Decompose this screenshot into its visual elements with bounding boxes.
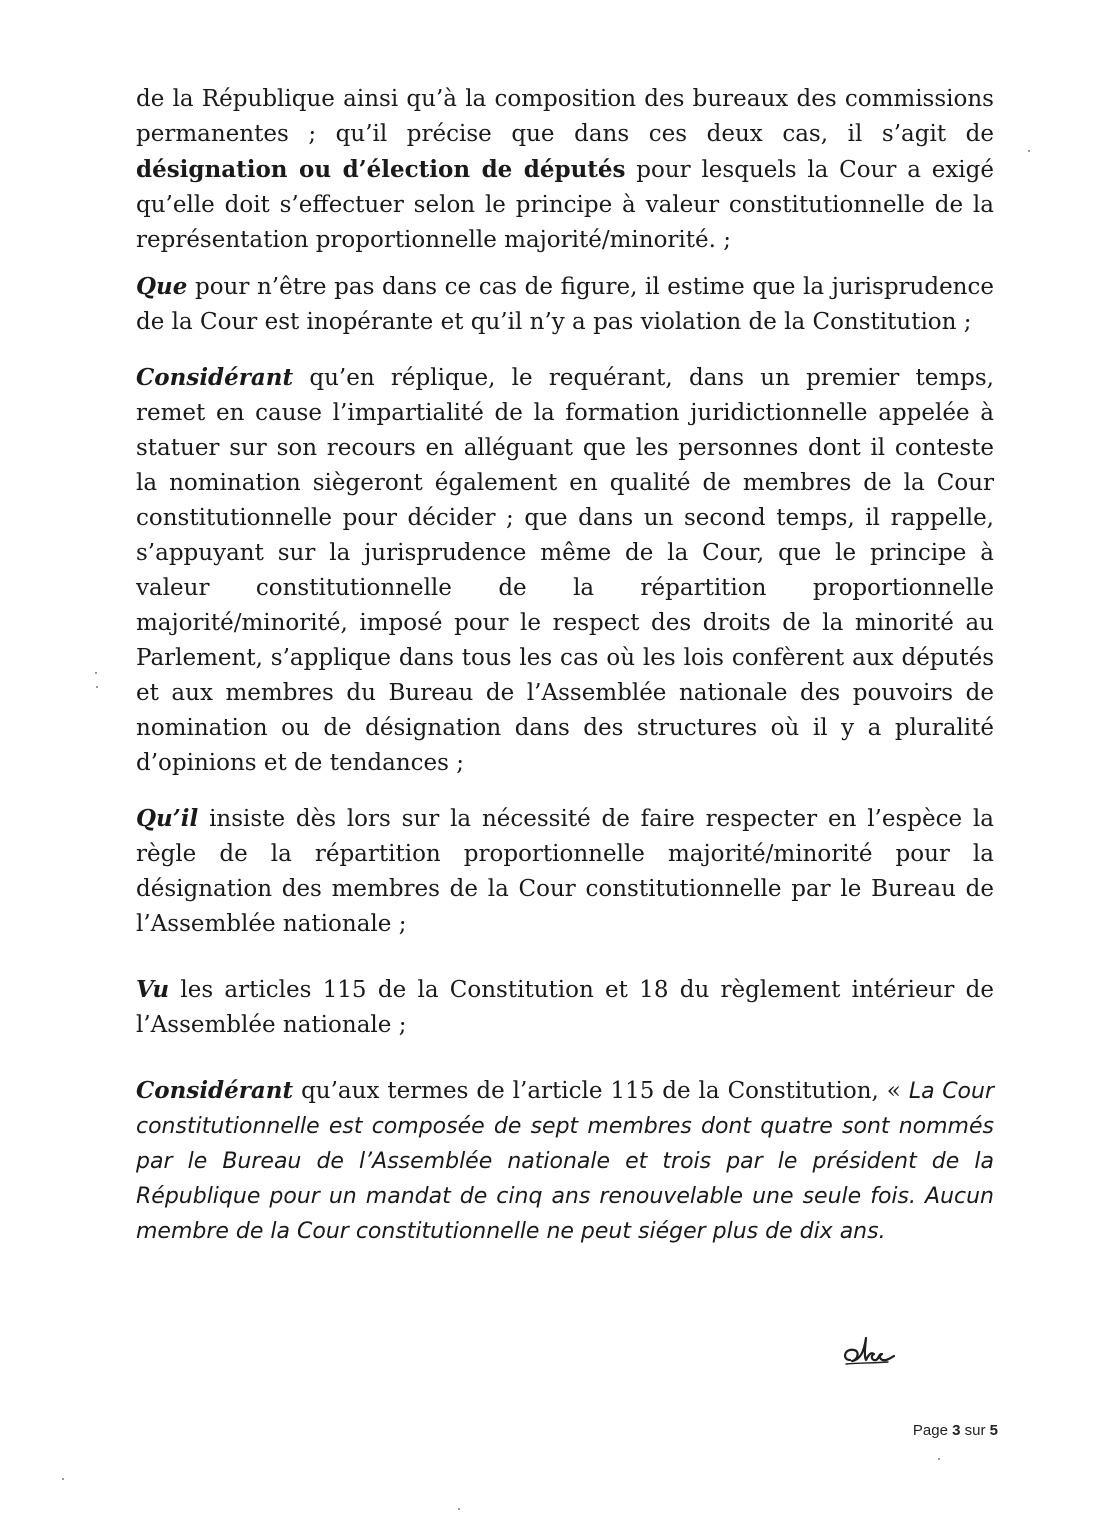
paragraph-2-text: pour n’être pas dans ce cas de figure, il estime que la jurisprudence de la Cour est inopérante et qu’il n’y a pas violation de la Constitution ;: [136, 274, 994, 335]
page-number-of: sur: [964, 1422, 986, 1439]
paragraph-4: [136, 801, 994, 942]
paragraph-2-lead: Que: [136, 273, 188, 300]
scan-speck: [1028, 150, 1030, 152]
handwritten-initials-signature: [838, 1330, 898, 1370]
paragraph-5-lead: Vu: [136, 976, 170, 1003]
page-number: [913, 1422, 998, 1439]
scan-speck: [96, 686, 98, 688]
scan-speck: [458, 1508, 460, 1510]
document-body: [136, 82, 994, 1249]
paragraph-4-text: insiste dès lors sur la nécessité de faire respecter en l’espèce la règle de la répartition proportionnelle majorité/minorité pour la désignation des membres de la Cour constitutionnelle par le Bureau de l’Assemblée nationale ;: [136, 806, 994, 937]
paragraph-1: [136, 82, 994, 258]
scan-speck: [62, 1478, 64, 1480]
paragraph-6-text: qu’aux termes de l’article 115 de la Constitution, «: [293, 1078, 909, 1104]
paragraph-6: [136, 1073, 994, 1249]
paragraph-3-lead: Considérant: [136, 364, 294, 391]
paragraph-6-lead: Considérant: [136, 1077, 294, 1104]
paragraph-3-text: qu’en réplique, le requérant, dans un premier temps, remet en cause l’impartialité de la formation juridictionnelle appelée à statuer sur son recours en alléguant que les personnes dont il conteste la nomination siègeront également en qualité de membres de la Cour constitutionnelle pour décider ; que dans un second temps, il rappelle, s’appuyant sur la jurisprudence même de la Cour, que le principe à valeur constitutionnelle de la répartition proportionnelle majorité/minorité, imposé pour le respect des droits de la minorité au Parlement, s’applique dans tous les cas où les lois confèrent aux députés et aux membres du Bureau de l’Assemblée nationale des pouvoirs de nomination ou de désignation dans des structures où il y a pluralité d’opinions et de tendances ;: [136, 365, 994, 776]
paragraph-6-quote: La Cour constitutionnelle est composée de sept membres dont quatre sont nommés par le Bureau de l’Assemblée nationale et trois par le président de la République pour un mandat de cinq ans renouvelable une seule fois. Aucun membre de la Cour constitutionnelle ne peut siéger plus de dix ans.: [136, 1079, 995, 1244]
scan-speck: [938, 1458, 940, 1460]
paragraph-2: [136, 269, 994, 340]
page-number-current: 3: [952, 1422, 961, 1439]
paragraph-1-text-a: de la République ainsi qu’à la composition des bureaux des commissions permanentes ; qu’il précise que dans ces deux cas, il s’agit de: [136, 86, 994, 147]
paragraph-1-bold: désignation ou d’élection de députés: [136, 156, 626, 183]
paragraph-5: [136, 972, 994, 1043]
scan-speck: [95, 672, 97, 674]
paragraph-3: [136, 360, 994, 781]
paragraph-1-text-b: pour lesquels la Cour a exigé qu’elle doit s’effectuer selon le principe à valeur constitutionnelle de la représentation proportionnelle majorité/minorité. ;: [136, 157, 994, 253]
page-number-total: 5: [989, 1422, 998, 1439]
page-number-label: Page: [912, 1422, 948, 1439]
paragraph-5-text: les articles 115 de la Constitution et 18 du règlement intérieur de l’Assemblée nationale ;: [136, 977, 994, 1038]
paragraph-4-lead: Qu’il: [136, 805, 199, 832]
